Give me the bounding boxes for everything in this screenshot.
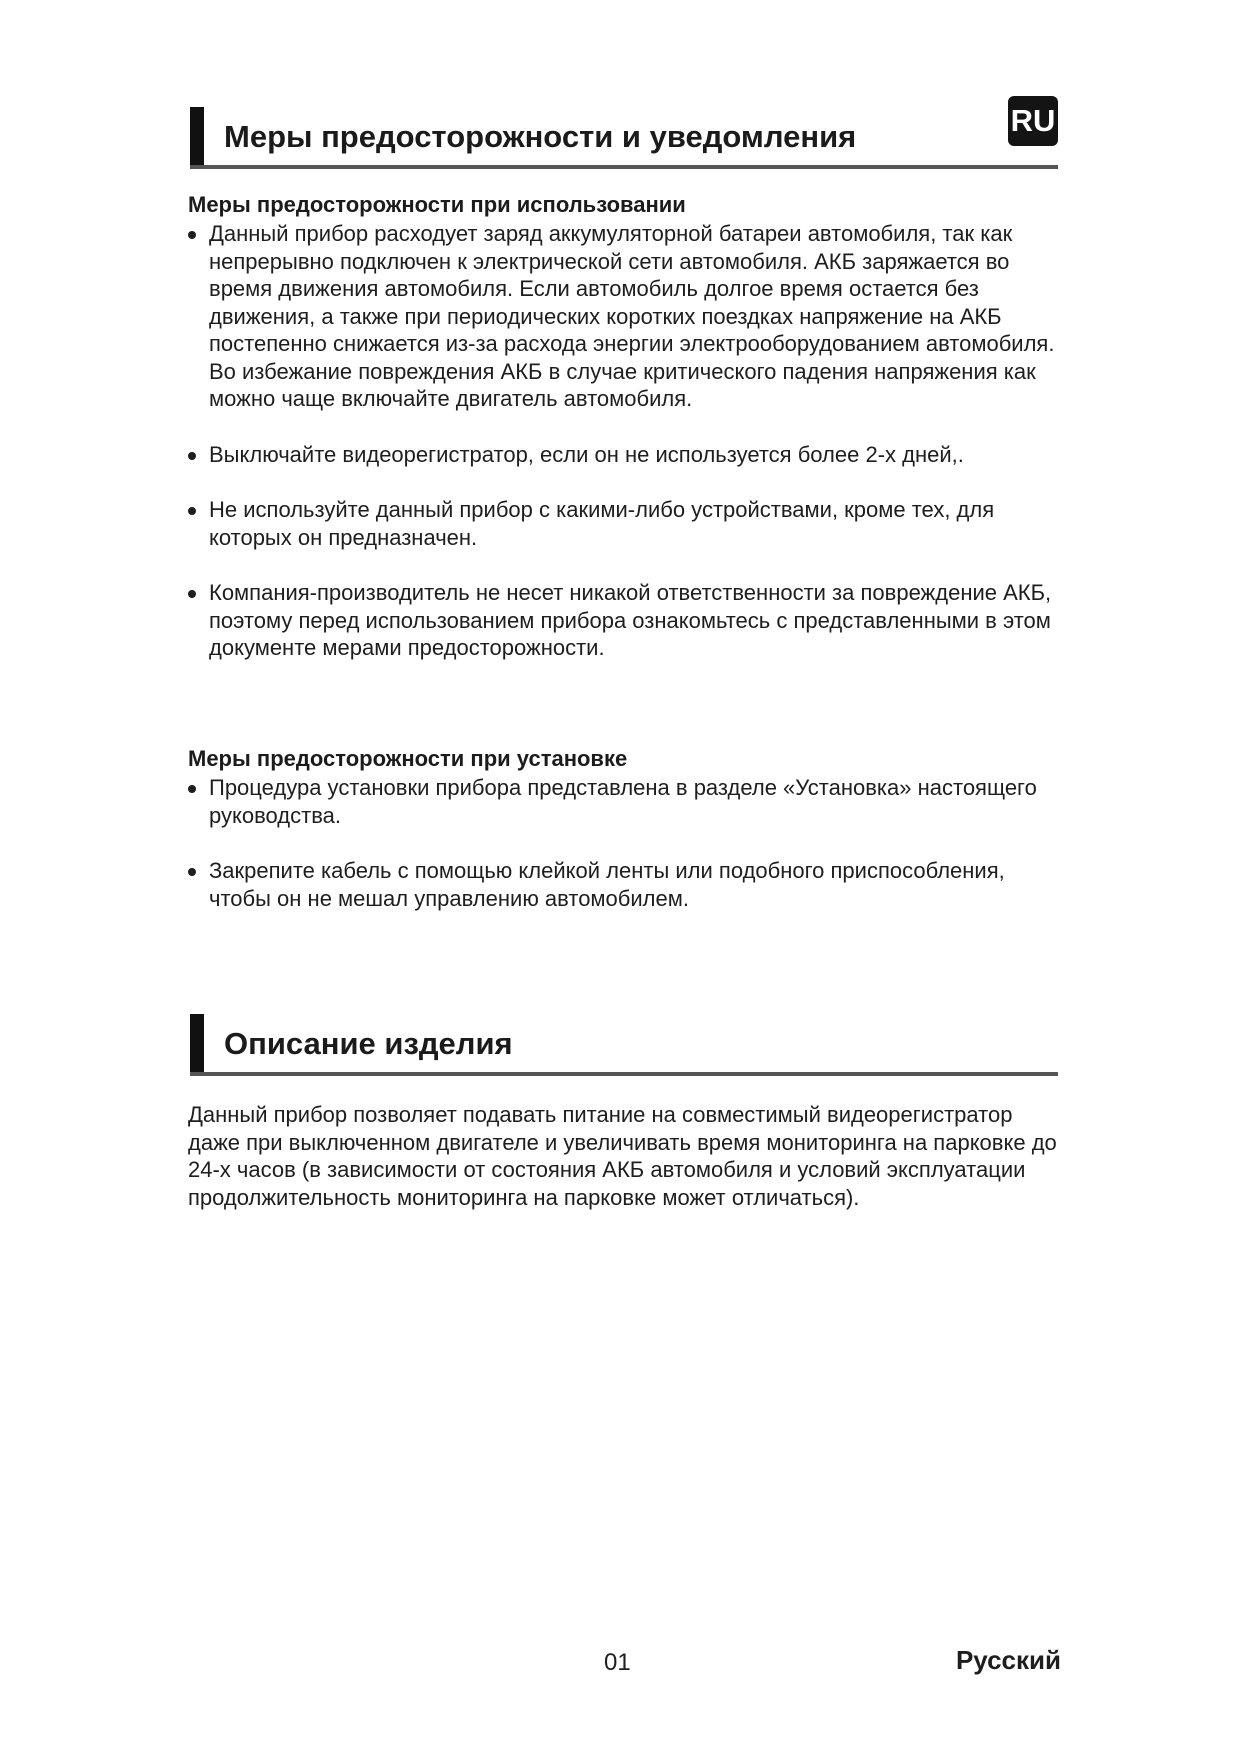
list-item-text: Закрепите кабель с помощью клейкой ленты или подобного приспособления, чтобы он не мешал управлению автомобилем. — [209, 858, 1005, 911]
list-item — [188, 220, 1068, 413]
list-item-text: Процедура установки прибора представлена в разделе «Установка» настоящего руководства. — [209, 775, 1037, 828]
list-item — [188, 857, 1068, 912]
usage-precautions-heading: Меры предосторожности при использовании — [188, 192, 686, 217]
list-item-text: Компания-производитель не несет никакой ответственности за повреждение АКБ, поэтому перед использованием прибора ознакомьтесь с представленными в этом документе мерами предосторожности. — [209, 580, 1052, 660]
product-description-text: Данный прибор позволяет подавать питание на совместимый видеорегистратор даже при выключенном двигателе и увеличивать время мониторинга на парковке до 24-х часов (в зависимости от состояния АКБ автомобиля и условий эксплуатации продолжительность мониторинга на парковке может отличаться). — [188, 1102, 1057, 1210]
footer-language-label: Русский — [955, 1645, 1061, 1675]
bullet-icon — [188, 590, 196, 598]
list-item — [188, 496, 1068, 551]
bullet-icon — [188, 231, 196, 239]
section-heading-precautions — [190, 107, 1058, 169]
bullet-icon — [188, 785, 196, 793]
bullet-icon — [188, 868, 196, 876]
list-item-text: Выключайте видеорегистратор, если он не используется более 2-х дней,. — [209, 441, 964, 467]
list-item — [188, 441, 1068, 469]
section-title: Меры предосторожности и уведомления — [224, 119, 857, 154]
list-item-text: Не используйте данный прибор с какими-либо устройствами, кроме тех, для которых он предназначен. — [209, 497, 995, 550]
section-heading-product-description — [190, 1014, 1058, 1076]
list-item-text: Данный прибор расходует заряд аккумуляторной батареи автомобиля, так как непрерывно подключен к электрической сети автомобиля. АКБ заряжается во время движения автомобиля. Если автомобиль долгое время остается без движения, а также при периодических коротких поездках напряжение на АКБ постепенно снижается из-за расхода энергии электрооборудованием автомобиля. Во избежание повреждения АКБ в случае критического падения напряжения как можно чаще включайте двигатель автомобиля. — [209, 221, 1055, 411]
list-item — [188, 774, 1068, 829]
installation-precautions-heading: Меры предосторожности при установке — [188, 746, 628, 771]
heading-marker-bar — [190, 107, 204, 165]
list-item — [188, 579, 1068, 662]
bullet-icon — [188, 452, 196, 460]
language-badge: RU — [1008, 96, 1058, 146]
page-number: 01 — [604, 1649, 631, 1676]
section-title: Описание изделия — [224, 1026, 513, 1061]
bullet-icon — [188, 507, 196, 515]
usage-precautions-list — [188, 220, 1068, 662]
heading-marker-bar — [190, 1014, 204, 1072]
installation-precautions-list — [188, 774, 1068, 912]
